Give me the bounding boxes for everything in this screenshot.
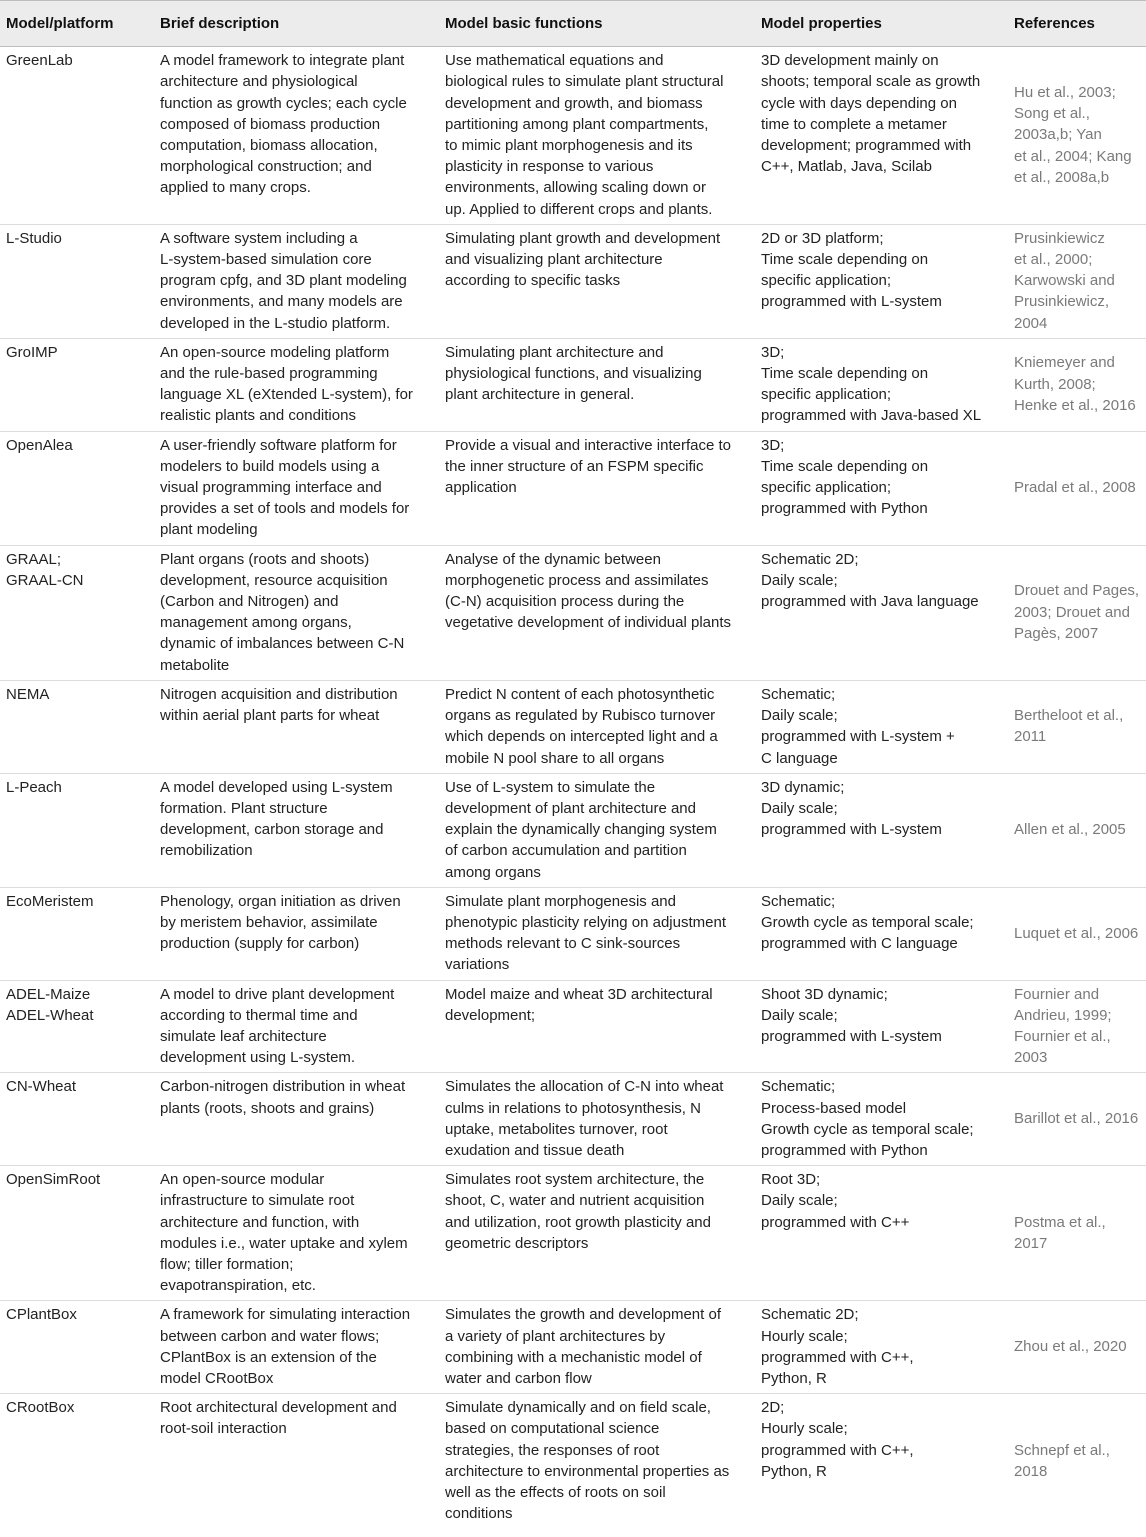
cell-functions: Simulates root system architecture, the shoot, C, water and nutrient acquisition and utilization, root growth plasticity and geometric descriptors bbox=[439, 1166, 755, 1301]
cell-properties: Schematic 2D; Daily scale; programmed with Java language bbox=[755, 545, 1008, 680]
header-references: References bbox=[1008, 1, 1146, 47]
cell-references: Barillot et al., 2016 bbox=[1008, 1073, 1146, 1166]
cell-description: A model to drive plant development according to thermal time and simulate leaf architecture development using L-system. bbox=[154, 980, 439, 1073]
cell-references: Fournier and Andrieu, 1999; Fournier et al., 2003 bbox=[1008, 980, 1146, 1073]
cell-properties: Shoot 3D dynamic; Daily scale; programmed with L-system bbox=[755, 980, 1008, 1073]
cell-properties: 2D; Hourly scale; programmed with C++, Python, R bbox=[761, 1399, 914, 1480]
cell-properties: 3D; Time scale depending on specific application; programmed with Python bbox=[755, 431, 1008, 545]
cell-references: Pradal et al., 2008 bbox=[1008, 431, 1146, 545]
cell-model: L-Studio bbox=[0, 224, 154, 338]
cell-properties: Schematic; Daily scale; programmed with L-system + C language bbox=[755, 680, 1008, 773]
cell-references: Schnepf et al., 2018 bbox=[1014, 1441, 1110, 1480]
cell-references: Hu et al., 2003; Song et al., 2003a,b; Yan et al., 2004; Kang et al., 2008a,b bbox=[1008, 47, 1146, 225]
cell-references: Bertheloot et al., 2011 bbox=[1008, 680, 1146, 773]
header-properties: Model properties bbox=[755, 1, 1008, 47]
cell-references: Zhou et al., 2020 bbox=[1008, 1301, 1146, 1394]
table-row bbox=[0, 680, 1146, 773]
cell-description: Phenology, organ initiation as driven by meristem behavior, assimilate production (supply for carbon) bbox=[154, 887, 439, 980]
cell-functions: Model maize and wheat 3D architectural development; bbox=[439, 980, 755, 1073]
table-row bbox=[0, 773, 1146, 887]
cell-model: ADEL-Maize ADEL-Wheat bbox=[0, 980, 154, 1073]
table-row bbox=[0, 1394, 1146, 1529]
cell-model: EcoMeristem bbox=[0, 887, 154, 980]
cell-description: A model framework to integrate plant architecture and physiological function as growth cycles; each cycle composed of biomass production computation, biomass allocation, morphological construction; and applied to many crops. bbox=[154, 47, 439, 225]
table-row bbox=[0, 1166, 1146, 1301]
cell-description: Nitrogen acquisition and distribution within aerial plant parts for wheat bbox=[154, 680, 439, 773]
table-row bbox=[0, 338, 1146, 431]
header-model: Model/platform bbox=[0, 1, 154, 47]
cell-references: Postma et al., 2017 bbox=[1008, 1166, 1146, 1301]
cell-model: GroIMP bbox=[0, 338, 154, 431]
cell-references: Allen et al., 2005 bbox=[1008, 773, 1146, 887]
cell-description: A framework for simulating interaction between carbon and water flows; CPlantBox is an extension of the model CRootBox bbox=[154, 1301, 439, 1394]
cell-model: GRAAL; GRAAL-CN bbox=[0, 545, 154, 680]
table-row bbox=[0, 980, 1146, 1073]
cell-description: An open-source modeling platform and the rule-based programming language XL (eXtended L-system), for realistic plants and conditions bbox=[154, 338, 439, 431]
cell-references: Prusinkiewicz et al., 2000; Karwowski and Prusinkiewicz, 2004 bbox=[1008, 224, 1146, 338]
cell-properties: 3D development mainly on shoots; temporal scale as growth cycle with days depending on time to complete a metamer development; programmed with C++, Matlab, Java, Scilab bbox=[755, 47, 1008, 225]
table-row bbox=[0, 431, 1146, 545]
cell-functions: Use of L-system to simulate the development of plant architecture and explain the dynamically changing system of carbon accumulation and partition among organs bbox=[439, 773, 755, 887]
cell-functions: Simulate dynamically and on field scale, based on computational science strategies, the responses of root architecture to environmental properties as well as the effects of roots on soil conditions bbox=[445, 1399, 730, 1523]
cell-model: L-Peach bbox=[0, 773, 154, 887]
cell-properties: 3D; Time scale depending on specific application; programmed with Java-based XL bbox=[755, 338, 1008, 431]
header-row bbox=[0, 1, 1146, 47]
cell-description: A model developed using L-system formation. Plant structure development, carbon storage and remobilization bbox=[154, 773, 439, 887]
cell-references: Drouet and Pages, 2003; Drouet and Pagès, 2007 bbox=[1008, 545, 1146, 680]
cell-functions: Simulates the growth and development of a variety of plant architectures by combining with a mechanistic model of water and carbon flow bbox=[439, 1301, 755, 1394]
table-row bbox=[0, 1301, 1146, 1394]
cell-model: CRootBox bbox=[6, 1399, 75, 1417]
table-row bbox=[0, 1073, 1146, 1166]
cell-references: Kniemeyer and Kurth, 2008; Henke et al., 2016 bbox=[1008, 338, 1146, 431]
table-row bbox=[0, 545, 1146, 680]
cell-properties: Schematic 2D; Hourly scale; programmed with C++, Python, R bbox=[755, 1301, 1008, 1394]
header-description: Brief description bbox=[154, 1, 439, 47]
cell-functions: Predict N content of each photosynthetic organs as regulated by Rubisco turnover which depends on intercepted light and a mobile N pool share to all organs bbox=[439, 680, 755, 773]
cell-properties: Schematic; Process-based model Growth cycle as temporal scale; programmed with Python bbox=[755, 1073, 1008, 1166]
cell-functions: Use mathematical equations and biological rules to simulate plant structural development and growth, and biomass partitioning among plant compartments, to mimic plant morphogenesis and its plasticity in response to various environments, allowing scaling down or up. Applied to different crops and plants. bbox=[439, 47, 755, 225]
cell-model: GreenLab bbox=[0, 47, 154, 225]
cell-model: OpenAlea bbox=[0, 431, 154, 545]
table-body bbox=[0, 47, 1146, 1529]
cell-functions: Simulates the allocation of C-N into wheat culms in relations to photosynthesis, N uptake, metabolites turnover, root exudation and tissue death bbox=[439, 1073, 755, 1166]
cell-description: A software system including a L-system-based simulation core program cpfg, and 3D plant modeling environments, and many models are developed in the L-studio platform. bbox=[154, 224, 439, 338]
table-row bbox=[0, 224, 1146, 338]
cell-model: OpenSimRoot bbox=[0, 1166, 154, 1301]
table-row bbox=[0, 47, 1146, 225]
cell-references: Luquet et al., 2006 bbox=[1008, 887, 1146, 980]
cell-model: NEMA bbox=[0, 680, 154, 773]
cell-functions: Simulating plant growth and development and visualizing plant architecture according to specific tasks bbox=[439, 224, 755, 338]
cell-functions: Simulate plant morphogenesis and phenotypic plasticity relying on adjustment methods relevant to C sink-sources variations bbox=[439, 887, 755, 980]
cell-properties: Root 3D; Daily scale; programmed with C++ bbox=[755, 1166, 1008, 1301]
header-functions: Model basic functions bbox=[439, 1, 755, 47]
cell-properties: Schematic; Growth cycle as temporal scale; programmed with C language bbox=[755, 887, 1008, 980]
table-row bbox=[0, 887, 1146, 980]
cell-description: Plant organs (roots and shoots) development, resource acquisition (Carbon and Nitrogen) and management among organs, dynamic of imbalances between C-N metabolite bbox=[154, 545, 439, 680]
cell-functions: Simulating plant architecture and physiological functions, and visualizing plant architecture in general. bbox=[439, 338, 755, 431]
cell-description: An open-source modular infrastructure to simulate root architecture and function, with modules i.e., water uptake and xylem flow; tiller formation; evapotranspiration, etc. bbox=[154, 1166, 439, 1301]
cell-properties: 2D or 3D platform; Time scale depending on specific application; programmed with L-system bbox=[755, 224, 1008, 338]
cell-description: Root architectural development and root-soil interaction bbox=[160, 1399, 397, 1438]
cell-properties: 3D dynamic; Daily scale; programmed with L-system bbox=[755, 773, 1008, 887]
cell-functions: Provide a visual and interactive interface to the inner structure of an FSPM specific application bbox=[439, 431, 755, 545]
cell-description: A user-friendly software platform for modelers to build models using a visual programming interface and provides a set of tools and models for plant modeling bbox=[154, 431, 439, 545]
cell-model: CN-Wheat bbox=[0, 1073, 154, 1166]
cell-functions: Analyse of the dynamic between morphogenetic process and assimilates (C-N) acquisition process during the vegetative development of individual plants bbox=[439, 545, 755, 680]
cell-model: CPlantBox bbox=[0, 1301, 154, 1394]
cell-description: Carbon-nitrogen distribution in wheat plants (roots, shoots and grains) bbox=[154, 1073, 439, 1166]
